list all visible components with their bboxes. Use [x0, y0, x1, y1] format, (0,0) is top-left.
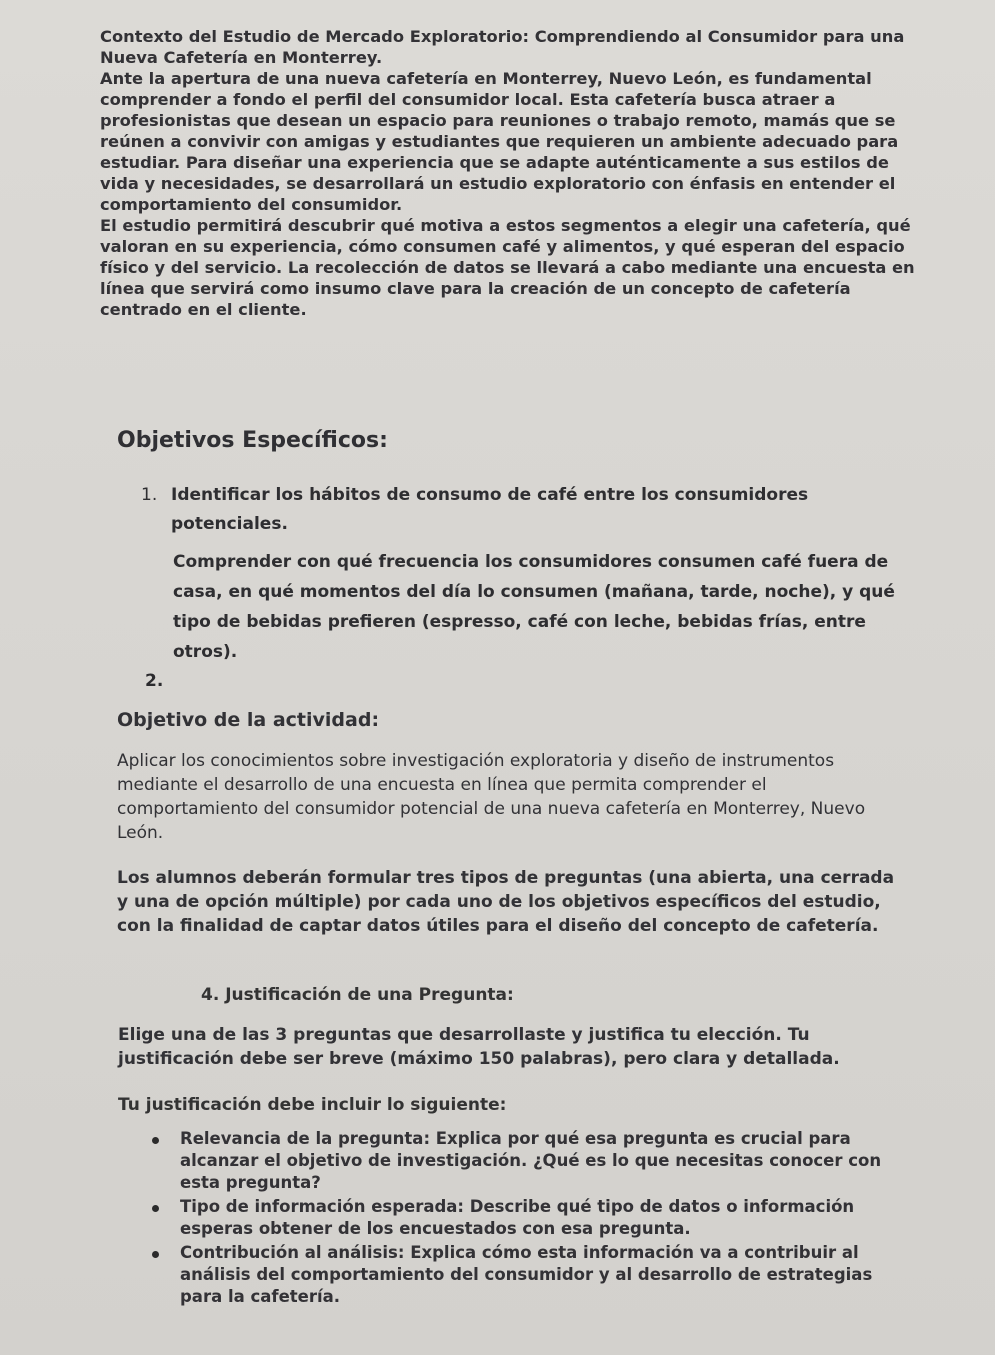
justification-instruction: Elige una de las 3 preguntas que desarrollaste y justifica tu elección. Tu justificación debe ser breve (máximo 150 palabras), pero clara y detallada. — [118, 1025, 840, 1069]
bullet-icon — [152, 1137, 159, 1144]
objective-item-1 — [141, 481, 911, 667]
bullet-text-info-type: Tipo de información esperada: Describe qué tipo de datos o información esperas obtener de los encuestados con esa pregunta. — [180, 1197, 855, 1238]
justification-heading: 4. Justificación de una Pregunta: — [201, 985, 514, 1005]
context-title: Contexto del Estudio de Mercado Exploratorio: Comprendiendo al Consumidor para una Nueva Cafetería en Monterrey. — [100, 27, 905, 67]
list-item — [150, 1196, 910, 1240]
bullet-icon — [152, 1251, 159, 1258]
objective-1-title: Identificar los hábitos de consumo de café entre los consumidores potenciales. — [171, 485, 809, 534]
objective-1-description — [173, 547, 911, 667]
students-instructions: Los alumnos deberán formular tres tipos de preguntas (una abierta, una cerrada y una de opción múltiple) por cada uno de los objetivos específicos del estudio, con la finalidad de captar datos útiles para el diseño del concepto de cafetería. — [117, 868, 895, 936]
context-paragraph-1: Ante la apertura de una nueva cafetería en Monterrey, Nuevo León, es fundamental comprender a fondo el perfil del consumidor local. Esta cafetería busca atraer a profesionistas que desean un espacio para reuniones o trabajo remoto, mamás que se reúnen a convivir con amigas y estudiantes que requieren un ambiente adecuado para estudiar. Para diseñar una experiencia que se adapte auténticamente a sus estilos de vida y necesidades, se desarrollará un estudio exploratorio con énfasis en entender el comportamiento del consumidor. — [100, 69, 899, 214]
bullet-text-relevance: Relevancia de la pregunta: Explica por qué esa pregunta es crucial para alcanzar el objetivo de investigación. ¿Qué es lo que necesitas conocer con esta pregunta? — [180, 1129, 882, 1192]
bullet-icon — [152, 1205, 159, 1212]
bullet-text-contribution: Contribución al análisis: Explica cómo esta información va a contribuir al análisis del comportamiento del consumidor y al desarrollo de estrategias para la cafetería. — [180, 1243, 873, 1306]
context-paragraph-2: El estudio permitirá descubrir qué motiva a estos segmentos a elegir una cafetería, qué valoran en su experiencia, cómo consumen café y alimentos, y qué esperan del espacio físico y del servicio. La recolección de datos se llevará a cabo mediante una encuesta en línea que servirá como insumo clave para la creación de un concepto de cafetería centrado en el cliente. — [100, 216, 915, 319]
justification-bullet-list — [150, 1128, 910, 1310]
objectives-heading: Objetivos Específicos: — [117, 428, 388, 453]
list-item — [150, 1242, 910, 1308]
objective-1-description-text: Comprender con qué frecuencia los consumidores consumen café fuera de casa, en qué momentos del día lo consumen (mañana, tarde, noche), y qué tipo de bebidas prefieren (espresso, café con leche, bebidas frías, entre otros). — [173, 552, 895, 662]
objective-1-number: 1. — [141, 485, 158, 505]
activity-paragraph: Aplicar los conocimientos sobre investigación exploratoria y diseño de instrumentos mediante el desarrollo de una encuesta en línea que permita comprender el comportamiento del consumidor potencial de una nueva cafetería en Monterrey, Nuevo León. — [117, 751, 866, 843]
objective-2-number: 2. — [145, 671, 164, 691]
list-item — [150, 1128, 910, 1194]
activity-heading: Objetivo de la actividad: — [117, 709, 380, 731]
context-section — [100, 26, 920, 320]
include-heading: Tu justificación debe incluir lo siguiente: — [118, 1095, 507, 1115]
